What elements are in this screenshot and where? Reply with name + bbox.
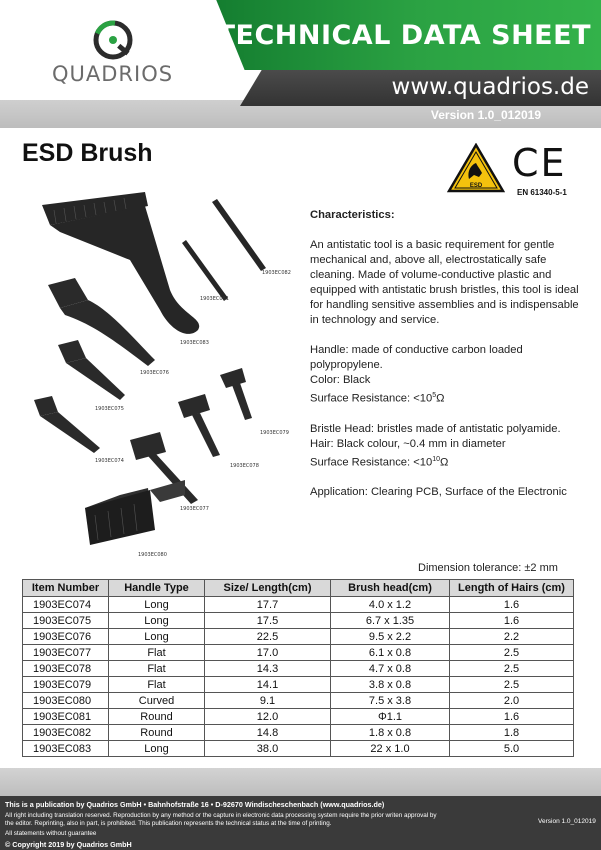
table-body [23,597,574,757]
part-label: 1903EC080 [138,552,167,558]
dimension-tolerance: Dimension tolerance: ±2 mm [418,562,558,574]
brand-name: QUADRIOS [52,62,174,86]
handle-resistance-exponent: 5 [432,392,437,399]
part-label: 1903EC081 [200,296,229,302]
table-row [23,661,574,677]
bristle-specs [310,422,585,471]
table-cell: Flat [109,645,205,661]
part-label: 1903EC077 [180,506,209,512]
table-cell: 17.5 [205,613,331,629]
product-title: ESD Brush [22,139,153,167]
column-header: Handle Type [109,580,205,597]
table-cell: 1.6 [450,709,574,725]
esd-warning-icon [447,143,505,193]
table-cell: 38.0 [205,741,331,757]
table-cell: 1903EC078 [23,661,109,677]
document-title: TECHNICAL DATA SHEET [216,20,591,51]
table-cell: 17.7 [205,597,331,613]
application-text: Application: Clearing PCB, Surface of the Electronic [310,486,567,499]
table-cell: 2.5 [450,645,574,661]
table-cell: Long [109,597,205,613]
characteristics-heading: Characteristics: [310,209,395,221]
website-url[interactable]: www.quadrios.de [391,74,589,100]
table-cell: 17.0 [205,645,331,661]
table-cell: 1903EC080 [23,693,109,709]
bristle-resistance-unit: Ω [440,456,449,469]
table-row [23,741,574,757]
part-label: 1903EC078 [230,463,259,469]
brush-collection-illustration [20,190,300,565]
bristle-hair: Hair: Black colour, ~0.4 mm in diameter [310,437,506,450]
footer-rights: All right including translation reserved. Reproduction by any method or the capture in electronic data processing system require the prior writen approval by the editor. Reprinting, also in part, is prohibited. This publication represents the technical status at the time of printing. [5,812,437,827]
table-cell: 1903EC074 [23,597,109,613]
ce-mark-text: CE [512,141,567,185]
bristle-material: Bristle Head: bristles made of antistatic polyamide. [310,422,561,435]
table-row [23,677,574,693]
header [0,0,601,122]
table-row [23,709,574,725]
table-cell: Long [109,613,205,629]
footer-copyright: © Copyright 2019 by Quadrios GmbH [5,840,132,849]
table-cell: 1903EC083 [23,741,109,757]
table-cell: 14.8 [205,725,331,741]
column-header: Size/ Length(cm) [205,580,331,597]
version-label: Version 1.0_012019 [430,108,541,122]
table-cell: Flat [109,661,205,677]
table-cell: Long [109,629,205,645]
table-cell: Flat [109,677,205,693]
table-cell: 1.8 [450,725,574,741]
table-cell: 4.0 x 1.2 [331,597,450,613]
table-row [23,597,574,613]
table-cell: 2.0 [450,693,574,709]
column-header: Brush head(cm) [331,580,450,597]
table-cell: 1.6 [450,597,574,613]
table-cell: 1903EC079 [23,677,109,693]
table-cell: 5.0 [450,741,574,757]
table-cell: 2.5 [450,661,574,677]
table-cell: 6.1 x 0.8 [331,645,450,661]
table-cell: Curved [109,693,205,709]
table-cell: 6.7 x 1.35 [331,613,450,629]
footer-version: Version 1.0_012019 [538,818,596,825]
ce-mark-icon [512,143,570,183]
part-label: 1903EC083 [180,340,209,346]
table-row [23,613,574,629]
brand-logo [0,0,235,100]
table-cell: 1903EC076 [23,629,109,645]
table-cell: 1.6 [450,613,574,629]
part-label: 1903EC074 [95,458,124,464]
table-cell: 14.3 [205,661,331,677]
handle-resistance-text: Surface Resistance: <10 [310,392,433,405]
table-cell: 9.1 [205,693,331,709]
characteristics-intro: An antistatic tool is a basic requirement for gentle mechanical and, above all, electrostatically safe cleaning. Made of volume-conductive plastic and equipped with antistatic brush bristles, this tool is ideal for handling sensitive assemblies and is indispensable in technology and service. [310,239,579,326]
handle-material: Handle: made of conductive carbon loaded polypropylene. [310,344,523,371]
esd-sign-text: ESD [469,183,483,189]
spec-table [22,579,574,757]
handle-resistance [310,388,585,407]
table-header-row [23,580,574,597]
table-row [23,629,574,645]
norm-label: EN 61340-5-1 [517,188,567,197]
table-cell: 3.8 x 0.8 [331,677,450,693]
footer-publisher: This is a publication by Quadrios GmbH • Bahnhofstraße 16 • D-92670 Windischeschenbach (www.quadrios.de) [5,800,385,809]
part-label: 1903EC075 [95,406,124,412]
part-label: 1903EC079 [260,430,289,436]
table-cell: 2.2 [450,629,574,645]
table-cell: Round [109,709,205,725]
table-cell: 1903EC081 [23,709,109,725]
characteristics-section [310,208,585,515]
table-cell: Long [109,741,205,757]
table-row [23,645,574,661]
table-cell: Round [109,725,205,741]
table-cell: 22 x 1.0 [331,741,450,757]
table-cell: 7.5 x 3.8 [331,693,450,709]
bristle-resistance [310,452,585,471]
handle-specs [310,343,585,407]
table-cell: 1.8 x 0.8 [331,725,450,741]
table-cell: 9.5 x 2.2 [331,629,450,645]
table-cell: 14.1 [205,677,331,693]
footer-guarantee: All statements without guarantee [5,830,97,837]
table-row [23,725,574,741]
quadrios-logo-icon [93,20,133,60]
column-header: Length of Hairs (cm) [450,580,574,597]
part-label: 1903EC082 [262,270,291,276]
product-image [20,190,300,565]
bristle-resistance-exponent: 10 [432,455,440,463]
bristle-resistance-text: Surface Resistance: <10 [310,456,433,469]
column-header: Item Number [23,580,109,597]
table-cell: 1903EC077 [23,645,109,661]
table-cell: Φ1.1 [331,709,450,725]
handle-color: Color: Black [310,374,371,386]
table-cell: 22.5 [205,629,331,645]
table-cell: 2.5 [450,677,574,693]
handle-resistance-unit: Ω [436,392,445,405]
part-label: 1903EC076 [140,370,169,376]
table-cell: 4.7 x 0.8 [331,661,450,677]
table-cell: 1903EC075 [23,613,109,629]
footer-gray-band [0,768,601,796]
table-row [23,693,574,709]
table-cell: 12.0 [205,709,331,725]
table-cell: 1903EC082 [23,725,109,741]
